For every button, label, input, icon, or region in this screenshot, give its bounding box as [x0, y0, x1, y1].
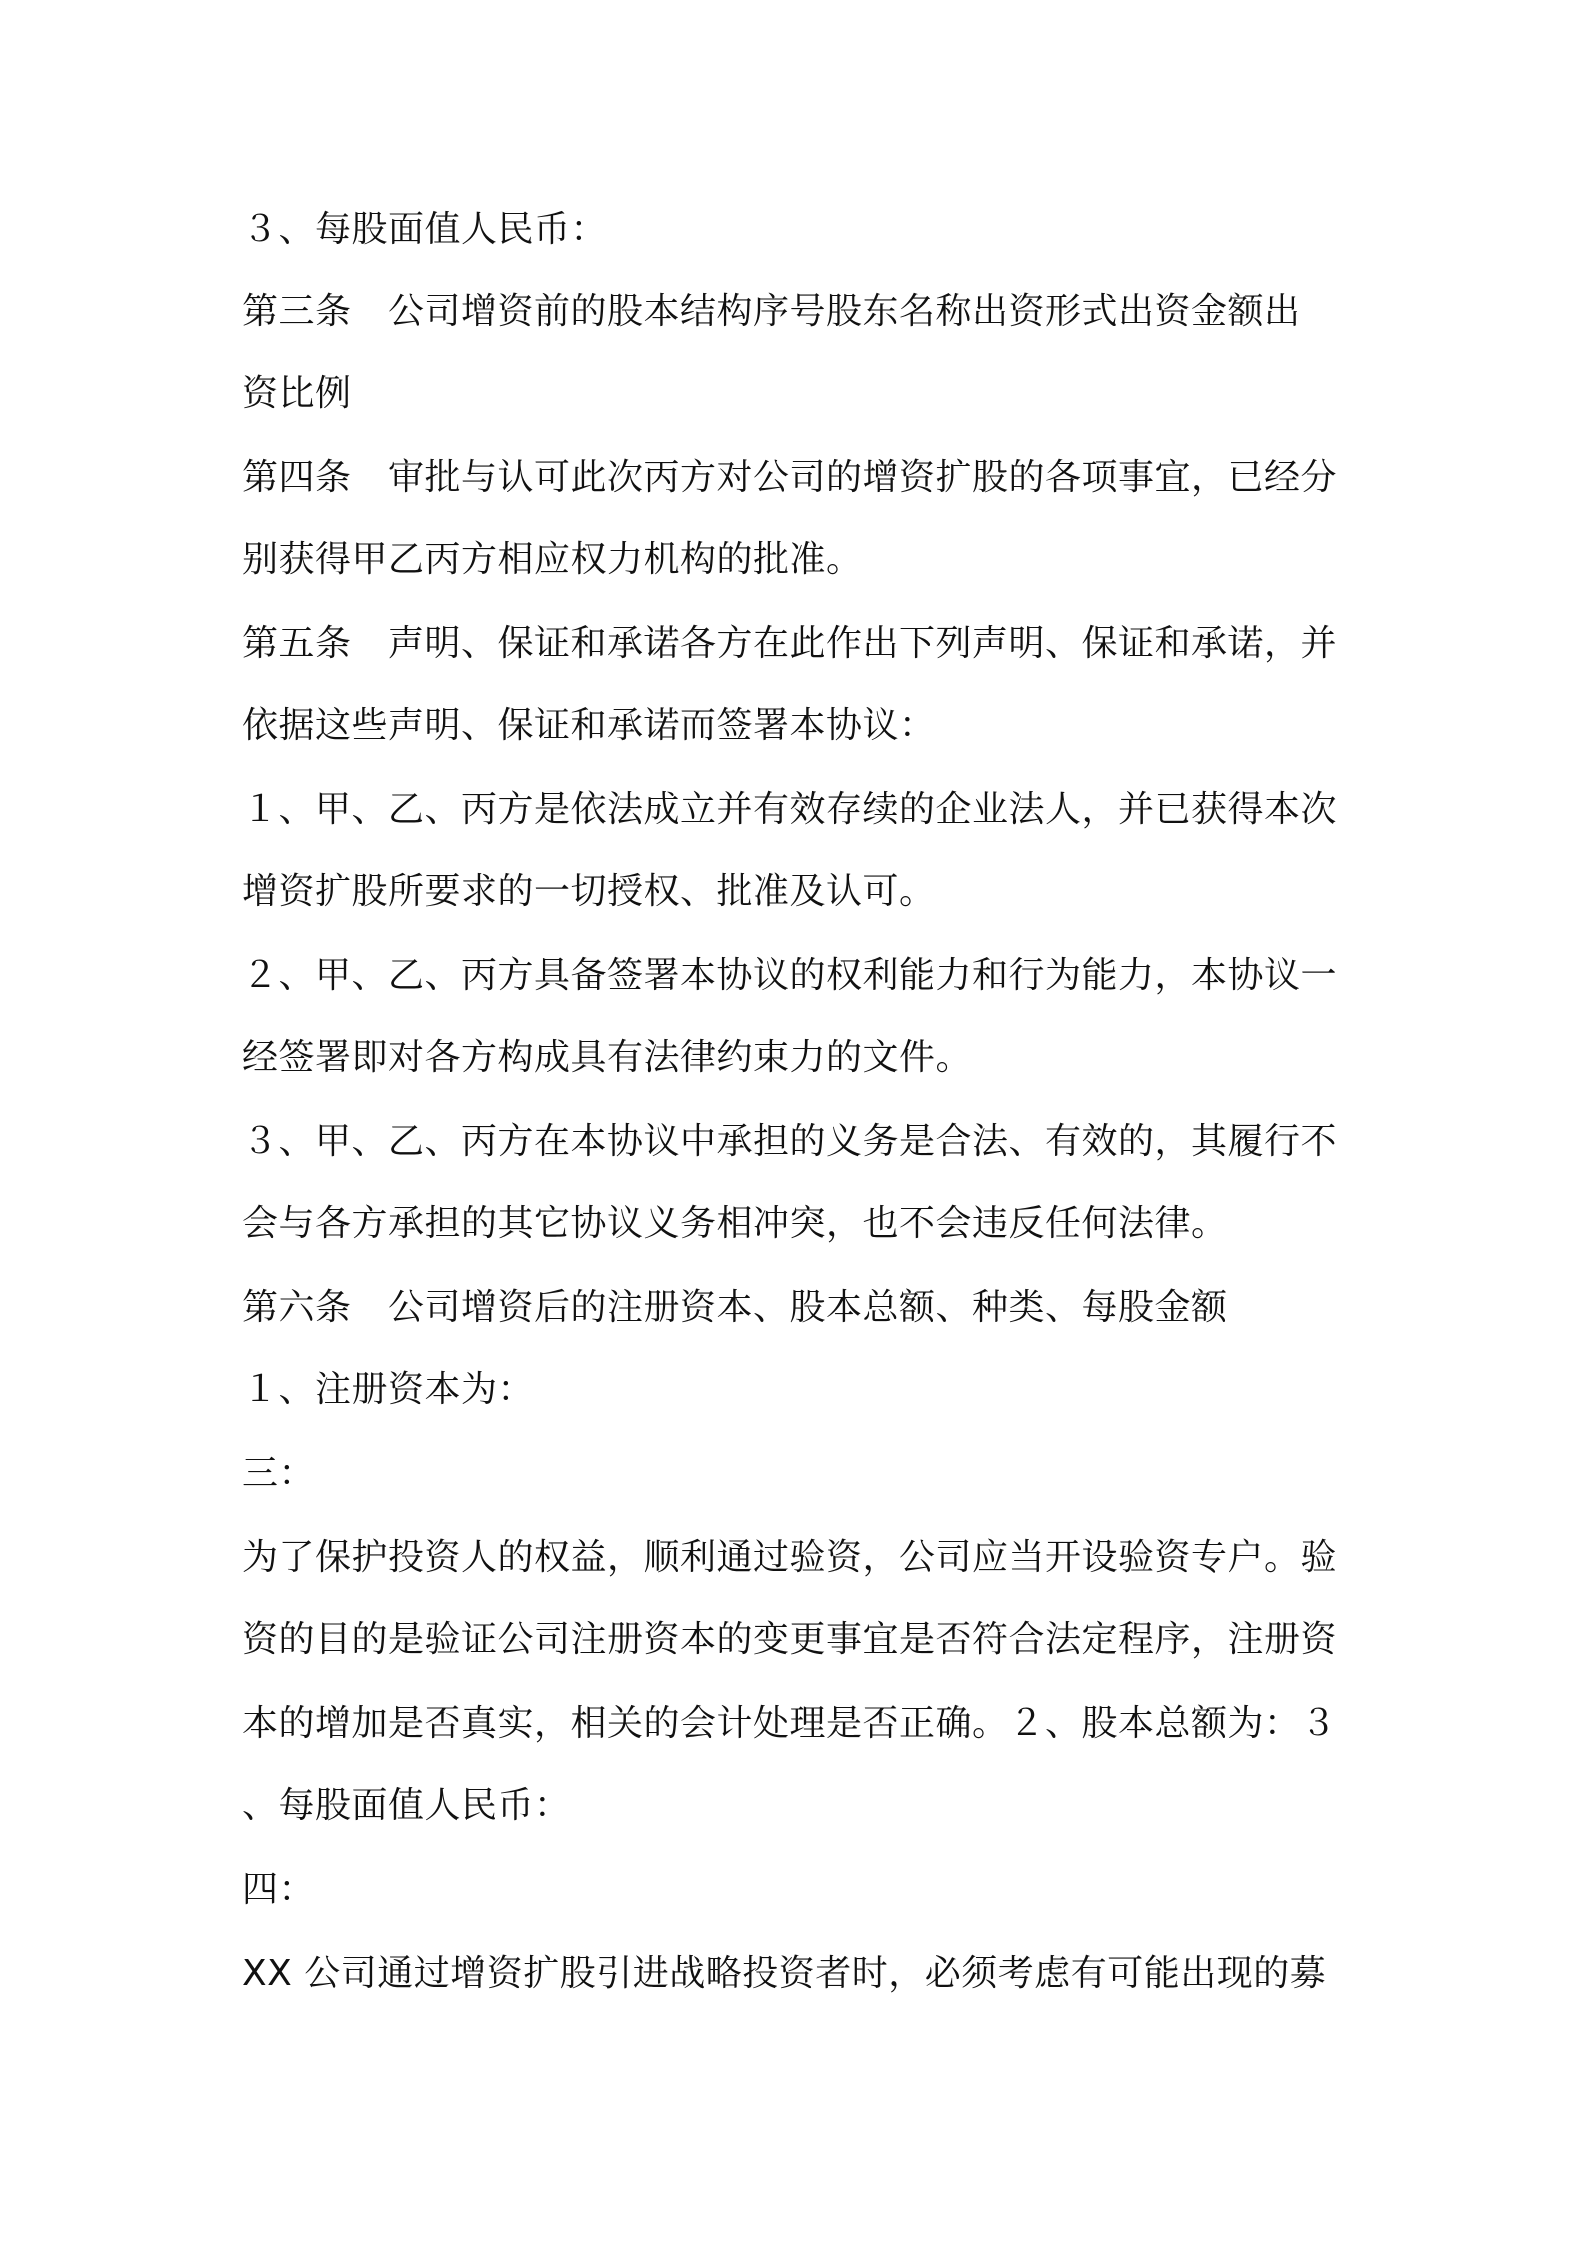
registered-capital-line: １、注册资本为：: [242, 1369, 535, 1410]
article-6-heading-line: 第六条 公司增资后的注册资本、股本总额、种类、每股金额: [242, 1287, 1228, 1328]
paragraph-line: 为了保护投资人的权益，顺利通过验资，公司应当开设验资专户。验: [242, 1537, 1338, 1578]
paragraph-line: 、每股面值人民币：: [242, 1785, 571, 1826]
article-5-heading-line: 第五条 声明、保证和承诺各方在此作出下列声明、保证和承诺，并: [242, 623, 1338, 664]
clause-1-continuation-line: 增资扩股所要求的一切授权、批准及认可。: [242, 871, 936, 912]
paragraph-line: 资的目的是验证公司注册资本的变更事宜是否符合法定程序，注册资: [242, 1619, 1338, 1660]
article-5-continuation-line: 依据这些声明、保证和承诺而签署本协议：: [242, 705, 936, 746]
clause-1-line: １、甲、乙、丙方是依法成立并有效存续的企业法人，并已获得本次: [242, 789, 1338, 830]
clause-3-line: ３、甲、乙、丙方在本协议中承担的义务是合法、有效的，其履行不: [242, 1121, 1338, 1162]
article-4-heading-line: 第四条 审批与认可此次丙方对公司的增资扩股的各项事宜，已经分: [242, 457, 1338, 498]
clause-2-continuation-line: 经签署即对各方构成具有法律约束力的文件。: [242, 1037, 973, 1078]
paragraph-line: XX 公司通过增资扩股引进战略投资者时，必须考虑有可能出现的募: [242, 1953, 1327, 1994]
section-three-heading: 三：: [242, 1453, 316, 1494]
article-4-continuation-line: 别获得甲乙丙方相应权力机构的批准。: [242, 539, 863, 580]
article-3-heading-line: 第三条 公司增资前的股本结构序号股东名称出资形式出资金额出: [242, 291, 1301, 332]
clause-3-continuation-line: 会与各方承担的其它协议义务相冲突，也不会违反任何法律。: [242, 1203, 1228, 1244]
article-3-continuation-line: 资比例: [242, 373, 352, 414]
clause-2-line: ２、甲、乙、丙方具备签署本协议的权利能力和行为能力，本协议一: [242, 955, 1338, 996]
section-four-heading: 四：: [242, 1869, 316, 1910]
text-line-1: ３、每股面值人民币：: [242, 209, 608, 250]
paragraph-line: 本的增加是否真实，相关的会计处理是否正确。２、股本总额为：３: [242, 1703, 1338, 1744]
